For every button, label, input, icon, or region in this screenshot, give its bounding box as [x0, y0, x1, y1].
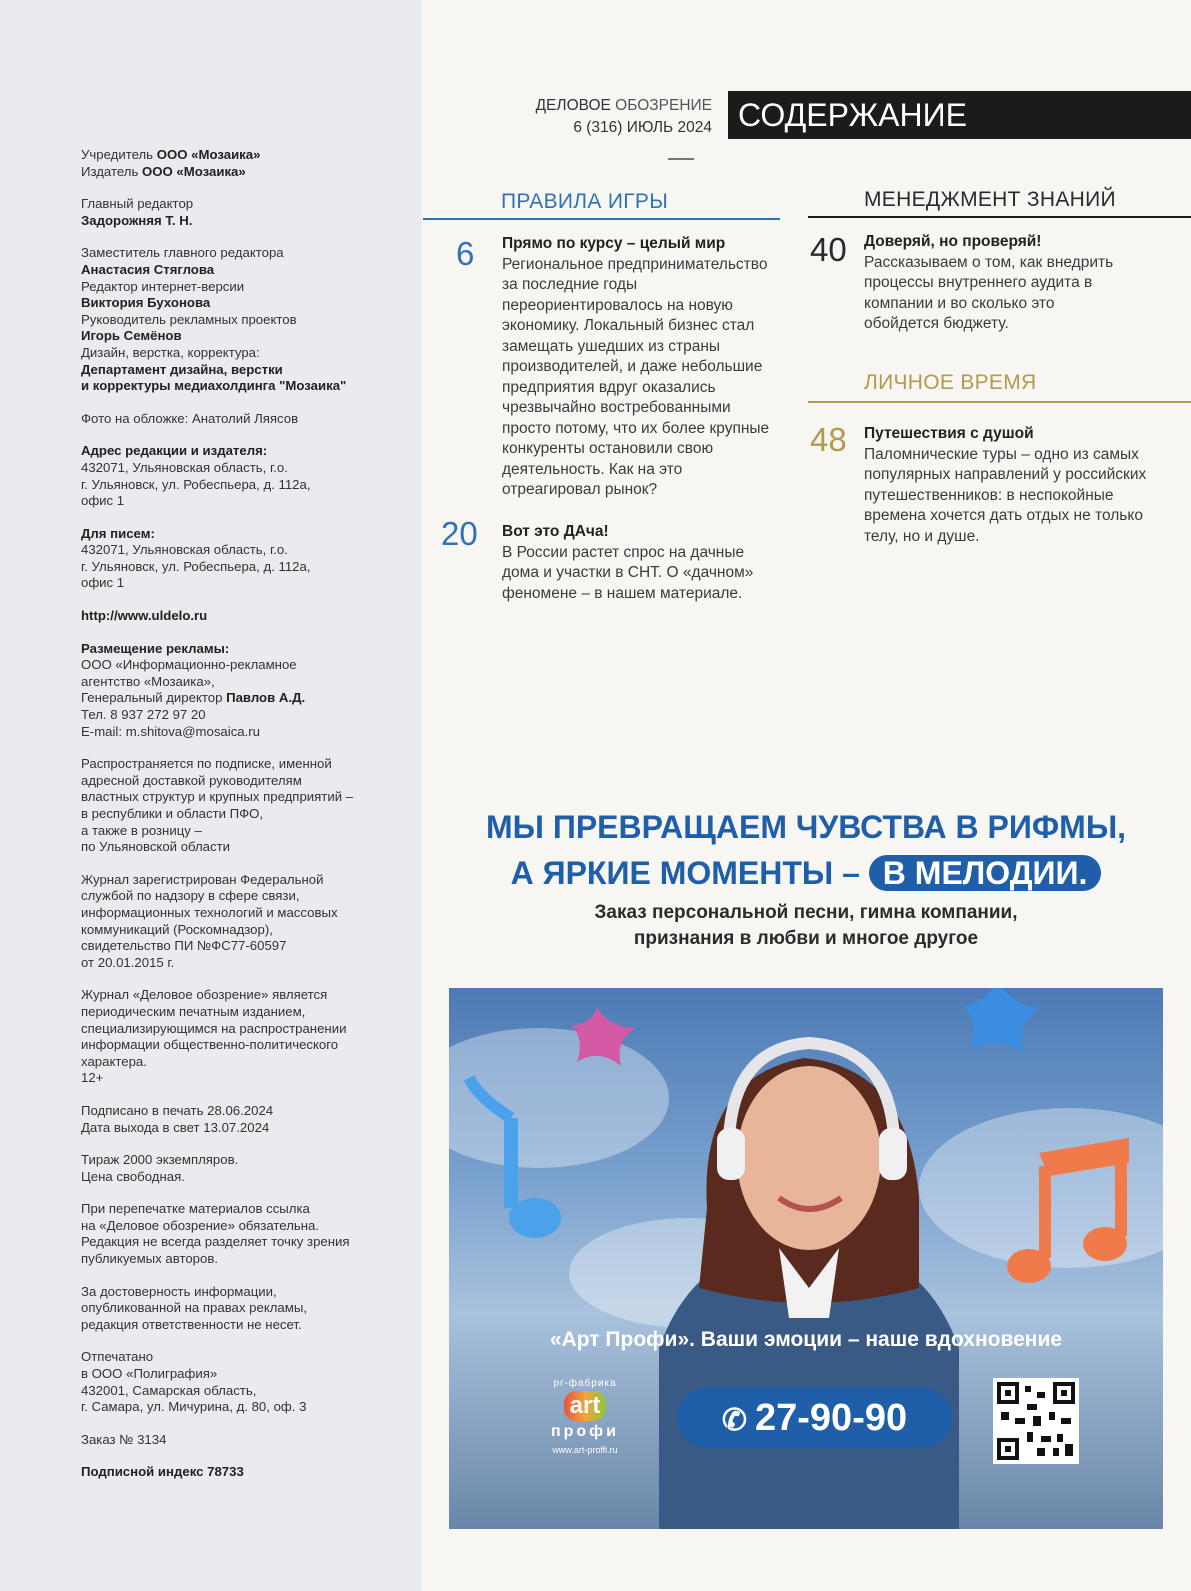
- staff-role: Заместитель главного редактора: [81, 245, 284, 261]
- ad-slogan: «Арт Профи». Ваши эмоции – наше вдохновение: [549, 1328, 1063, 1351]
- registration-block: [81, 872, 401, 972]
- staff-name: Департамент дизайна, верстки: [81, 361, 283, 377]
- founder-label: Учредитель: [81, 147, 157, 162]
- section-divider: [423, 218, 780, 220]
- signed-date: Подписано в печать 28.06.2024: [81, 1102, 274, 1118]
- headphones-icon: [879, 1128, 907, 1180]
- circulation: Тираж 2000 экземпляров.: [81, 1152, 239, 1168]
- periodical-block: [81, 987, 401, 1087]
- address-line: 432071, Ульяновская область, г.о.: [81, 542, 288, 558]
- reprint-line: Редакция не всегда разделяет точку зрения: [81, 1234, 350, 1250]
- periodical-line: Журнал «Деловое обозрение» является: [81, 987, 328, 1003]
- address-line: г. Ульяновск, ул. Робеспьера, д. 112а,: [81, 558, 311, 574]
- star-icon: [963, 988, 1039, 1054]
- staff-name: Виктория Бухонова: [81, 295, 211, 311]
- toc-entry[interactable]: [502, 522, 767, 604]
- advertising-email[interactable]: E-mail: m.shitova@mosaica.ru: [81, 723, 261, 739]
- ad-photo: [449, 988, 1163, 1529]
- printer-line: 432001, Самарская область,: [81, 1382, 257, 1398]
- ad-headline-line: МЫ ПРЕВРАЩАЕМ ЧУВСТВА В РИФМЫ,: [485, 809, 1127, 845]
- printer-line: Отпечатано: [81, 1349, 154, 1365]
- reprint-block: [81, 1201, 401, 1267]
- age-rating: 12+: [81, 1070, 104, 1086]
- staff-role: Руководитель рекламных проектов: [81, 311, 297, 327]
- responsibility-block: [81, 1284, 401, 1334]
- printer-block: [81, 1349, 401, 1415]
- distribution-block: [81, 756, 401, 856]
- toc-entry[interactable]: [502, 234, 782, 501]
- order-number: Заказ № 3134: [81, 1431, 167, 1447]
- responsibility-line: редакция ответственности не несет.: [81, 1316, 302, 1332]
- periodical-line: периодическим печатным изданием,: [81, 1003, 306, 1019]
- ad-headline: [451, 804, 1161, 896]
- chief-editor-name: Задорожняя Т. Н.: [81, 212, 193, 228]
- distribution-line: властных структур и крупных предприятий –: [81, 789, 354, 805]
- reprint-line: При перепечатке материалов ссылка: [81, 1201, 310, 1217]
- reprint-line: на «Деловое обозрение» обязательна.: [81, 1217, 320, 1233]
- advertising-phone: Тел. 8 937 272 97 20: [81, 707, 206, 723]
- distribution-line: Распространяется по подписке, именной: [81, 756, 332, 772]
- mail-heading: Для писем:: [81, 525, 155, 541]
- article-title[interactable]: Вот это ДАча!: [502, 523, 609, 540]
- staff-role: Дизайн, верстка, корректура:: [81, 344, 260, 360]
- section-title-leisure: ЛИЧНОЕ ВРЕМЯ: [864, 371, 1037, 394]
- website-link[interactable]: [81, 608, 401, 625]
- section-divider: [808, 401, 1191, 403]
- staff-name: Игорь Семёнов: [81, 328, 182, 344]
- masthead: [520, 95, 712, 139]
- page-number: 6: [456, 235, 475, 272]
- qr-code[interactable]: [993, 1378, 1079, 1464]
- registration-line: коммуникаций (Роскомнадзор),: [81, 921, 273, 937]
- advertising-line: Генеральный директор: [81, 690, 227, 706]
- advertising-line: агентство «Мозаика»,: [81, 673, 215, 689]
- periodical-line: информации общественно-политического: [81, 1037, 339, 1053]
- advertising-heading: Размещение рекламы:: [81, 640, 230, 656]
- responsibility-line: опубликованной на правах рекламы,: [81, 1300, 307, 1316]
- staff-block: [81, 245, 401, 394]
- article-summary: Региональное предпринимательство за последние годы переориентировалось на новую экономику. Локальный бизнес стал замещать ушедших из страны производителей, и даже небольшие предприятия вдруг оказались чрезвычайно востребованными просто потому, что их более крупные конкуренты остановили свою деятельность. Как на это отреагировал рынок?: [502, 255, 770, 498]
- article-summary: В России растет спрос на дачные дома и участки в СНТ. О «дачном» феномене – в нашем материале.: [502, 543, 754, 602]
- publisher-label: Издатель: [81, 163, 142, 179]
- circulation-block: [81, 1152, 401, 1185]
- chief-editor-role: Главный редактор: [81, 196, 194, 212]
- subscription-index-value: Подписной индекс 78733: [81, 1464, 244, 1480]
- toc-entry[interactable]: [864, 232, 1129, 335]
- art-profi-logo: [535, 1378, 635, 1455]
- page-number: 40: [810, 231, 847, 268]
- founder-name: ООО «Мозаика»: [156, 147, 261, 162]
- phone-icon: ✆: [721, 1404, 747, 1437]
- contents-title: СОДЕРЖАНИЕ: [728, 91, 1191, 139]
- staff-name: Анастасия Стяглова: [81, 261, 215, 277]
- subscription-index: [81, 1464, 401, 1481]
- reprint-line: публикуемых авторов.: [81, 1251, 219, 1267]
- ad-subheadline-line: Заказ персональной песни, гимна компании,: [594, 902, 1018, 923]
- editorial-address: [81, 443, 401, 509]
- toc-entry[interactable]: [864, 424, 1156, 547]
- logo-caption: pr-фабрика: [553, 1378, 617, 1389]
- magazine-name: [520, 95, 712, 117]
- staff-role: Редактор интернет-версии: [81, 278, 245, 294]
- address-heading: Адрес редакции и издателя:: [81, 443, 268, 459]
- ad-subheadline-line: признания в любви и многое другое: [633, 928, 979, 949]
- registration-line: службой по надзору в сфере связи,: [81, 888, 300, 904]
- page-number: 48: [810, 421, 847, 458]
- registration-line: Журнал зарегистрирован Федеральной: [81, 871, 324, 887]
- periodical-line: характера.: [81, 1053, 147, 1069]
- publisher-name: ООО «Мозаика»: [142, 163, 246, 179]
- music-note-icon: [509, 1198, 561, 1238]
- ad-headline-text: А ЯРКИЕ МОМЕНТЫ –: [510, 855, 869, 891]
- article-title[interactable]: Путешествия с душой: [864, 425, 1034, 442]
- distribution-line: в республики и области ПФО,: [81, 806, 264, 821]
- issue-info: 6 (316) ИЮЛЬ 2024: [573, 119, 712, 136]
- ad-headline-pill: В МЕЛОДИИ.: [869, 855, 1102, 891]
- divider: [668, 158, 694, 160]
- distribution-line: по Ульяновской области: [81, 839, 231, 855]
- page-number: 20: [441, 515, 478, 552]
- qr-code-icon: [997, 1382, 1075, 1460]
- phone-number: 27-90-90: [755, 1397, 908, 1439]
- distribution-line: а также в розницу –: [81, 822, 202, 838]
- magazine-name-part: ДЕЛОВОЕ: [535, 97, 611, 114]
- release-date: Дата выхода в свет 13.07.2024: [81, 1119, 270, 1135]
- registration-line: свидетельство ПИ №ФС77-60597: [81, 938, 287, 954]
- advertising-block: [81, 641, 401, 741]
- mail-address: [81, 526, 401, 592]
- star-icon: [571, 1008, 635, 1066]
- chief-editor-block: [81, 196, 401, 229]
- section-title-knowledge: МЕНЕДЖМЕНТ ЗНАНИЙ: [864, 188, 1116, 211]
- registration-line: от 20.01.2015 г.: [81, 954, 175, 970]
- phone-button[interactable]: [677, 1388, 952, 1448]
- music-note-icon: [1007, 1249, 1051, 1283]
- distribution-line: адресной доставкой руководителям: [81, 772, 302, 788]
- logo-url[interactable]: www.art-proffi.ru: [552, 1445, 618, 1455]
- logo-profi: профи: [550, 1423, 620, 1440]
- section-divider: [808, 216, 1191, 218]
- price: Цена свободная.: [81, 1168, 185, 1184]
- music-note-icon: [1083, 1227, 1127, 1261]
- face-shape: [737, 1066, 881, 1250]
- founder-block: [81, 147, 401, 180]
- section-title-rules: ПРАВИЛА ИГРЫ: [501, 190, 669, 213]
- print-dates-block: [81, 1103, 401, 1136]
- address-line: офис 1: [81, 493, 125, 509]
- advertising-line: ООО «Информационно-рекламное: [81, 657, 297, 673]
- registration-line: информационных технологий и массовых: [81, 904, 338, 920]
- website-url[interactable]: http://www.uldelo.ru: [81, 608, 208, 624]
- magazine-name-part: ОБОЗРЕНИЕ: [610, 97, 712, 114]
- headphones-icon: [717, 1128, 745, 1180]
- article-summary: Рассказываем о том, как внедрить процессы внутреннего аудита в компании и во сколько это обойдется бюджету.: [864, 253, 1114, 332]
- article-title[interactable]: Прямо по курсу – целый мир: [502, 235, 726, 252]
- periodical-line: специализирующимся на распространении: [81, 1020, 347, 1036]
- logo-art: art: [564, 1391, 607, 1421]
- address-line: офис 1: [81, 575, 125, 591]
- responsibility-line: За достоверность информации,: [81, 1283, 277, 1299]
- imprint-column: [81, 147, 401, 1497]
- printer-line: в ООО «Полиграфия»: [81, 1366, 218, 1382]
- cover-photo-credit: Фото на обложке: Анатолий Ляясов: [81, 410, 299, 426]
- ad-headline-line: [451, 850, 1161, 896]
- music-note-icon: [469, 1078, 511, 1118]
- address-line: г. Ульяновск, ул. Робеспьера, д. 112а,: [81, 476, 311, 492]
- director-name: Павлов А.Д.: [226, 690, 306, 706]
- address-line: 432071, Ульяновская область, г.о.: [81, 459, 288, 475]
- ad-subheadline: [451, 900, 1161, 952]
- article-title[interactable]: Доверяй, но проверяй!: [864, 233, 1042, 250]
- printer-line: г. Самара, ул. Мичурина, д. 80, оф. 3: [81, 1399, 307, 1415]
- article-summary: Паломнические туры – одно из самых популярных направлений у российских путешественников: в неспокойные времена хочется дать отдых не только телу, но и душе.: [864, 445, 1147, 545]
- staff-name: и корректуры медиахолдинга "Мозаика": [81, 378, 347, 394]
